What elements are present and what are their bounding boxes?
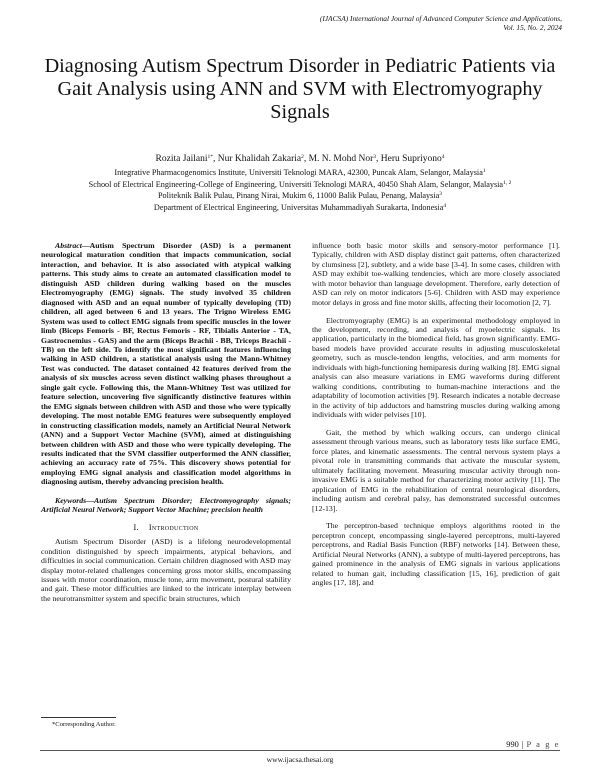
intro-paragraph-gait: Gait, the method by which walking occurs, can undergo clinical assessment through various means, such as laboratory tests like surface EMG, force plates, and kinematic assessments. The central nervous system plays a pivotal role in transmitting commands that activate the muscular system, ultimately facilitating movement. Measuring muscular activity through non-invasive EMG is a suitable method for characterizing motor activity [11]. The application of EMG in the rehabilitation of central neurological disorders, including autism and cerebral palsy, has demonstrated successful outcomes [12-13]. <box>312 427 560 513</box>
author-3: M. N. Mohd Nor$^3$ <box>308 154 377 164</box>
paper-title: Diagnosing Autism Spectrum Disorder in Pediatric Patients via Gait Analysis using ANN and SVM with Electromyography Signals <box>44 55 556 123</box>
author-4: Heru Supriyono$^4$ <box>380 154 445 164</box>
intro-paragraph-perceptron: The perceptron-based technique employs algorithms rooted in the perceptron concept, encompassing single-layered perceptrons, multi-layered perceptrons, and Radial Basis Function (RBF) networks [14]. Between these, Artificial Neural Networks (ANN), a subtype of multi-layered perceptrons, has gained prominence in the analysis of EMG signals in various applications related to human gait, including classification [15, 16], prediction of gait angles [17, 18], and <box>312 521 560 588</box>
footnote: *Corresponding Author. <box>52 721 116 728</box>
right-column <box>312 241 560 596</box>
affiliation-4: Department of Electrical Engineering, Universitas Muhammadiyah Surakarta, Indonesia$^4$ <box>153 202 447 212</box>
author-2: Nur Khalidah Zakaria$^2$ <box>217 154 304 164</box>
abstract-label: Abstract <box>55 241 82 250</box>
affiliation-1: Integrative Pharmacogenomics Institute, Universiti Teknologi MARA, 42300, Puncak Alam, Selangor, Malaysia$^1$ <box>114 168 486 177</box>
author-1: Rozita Jailani$^{1*}$ <box>155 154 213 164</box>
left-column <box>41 241 291 611</box>
running-header <box>232 14 562 32</box>
section-heading-introduction: I. Introduction <box>133 522 199 532</box>
footer-url: www.ijacsa.thesai.org <box>266 755 334 764</box>
intro-paragraph-1: Autism Spectrum Disorder (ASD) is a lifelong neurodevelopmental condition distinguished by speech impairments, atypical behaviors, and difficulties in social communication. Certain children diagnosed with ASD may display motor-related challenges concerning gross motor skills, encompassing issues with motor coordination, muscle tone, arm movement, postural stability and gait. These motor difficulties are linked to the intricate interplay between the neurotransmitter system and specific brain structures, which <box>41 537 291 603</box>
abstract: Abstract—Autism Spectrum Disorder (ASD) is a permanent neurological maturation condition that impacts communication, social interaction, and behavior. It is also associated with atypical walking patterns. This study aims to create an automated classification model to distinguish ASD children during walking based on the muscles Electromyography (EMG) signals. The study involved 35 children diagnosed with ASD and an equal number of typically developing (TD) children, all aged between 6 and 13 years. The Trigno Wireless EMG System was used to collect EMG signals from specific muscles in the lower limb (Biceps Femoris - BF, Rectus Femoris - RF, Tibialis Anterior - TA, Gastrocnemius - GAS) and the arm (Biceps Brachii - BB, Triceps Brachii - TB) on the left side. To identify the most significant features influencing walking in ASD children, a statistical analysis using the Mann-Whitney Test was conducted. The dataset contained 42 features derived from the analysis of six muscles across seven distinct walking phases throughout a single gait cycle. Following this, the Mann-Whitney Test was utilized for feature selection, uncovering five significantly distinctive features within the EMG signals between children with ASD and those who were typically developing. The most notable EMG features were subsequently employed in constructing classification models, namely an Artificial Neural Network (ANN) and a Support Vector Machine (SVM), aimed at distinguishing between children with ASD and those who were typically developing. The results indicated that the SVM classifier outperformed the ANN classifier, achieving an accuracy rate of 75%. This discovery shows potential for employing EMG signal analysis and classification model algorithms in diagnosing autism, thereby advancing precision health. <box>41 241 291 487</box>
footnote-divider <box>41 717 116 718</box>
footer-divider <box>40 750 560 751</box>
page-number: 990 | P a g e <box>506 740 560 749</box>
keywords: Keywords—Autism Spectrum Disorder; Electromyography signals; Artificial Neural Network; Support Vector Machine; precision health <box>41 495 291 515</box>
author-list: Rozita Jailani$^{1*}$, Nur Khalidah Zakaria$^2$, M. N. Mohd Nor$^3$, Heru Supriyono$^4$ <box>155 154 445 164</box>
intro-paragraph-continued: influence both basic motor skills and sensory-motor performance [1]. Typically, children with ASD display distinct gait patterns, often characterized by clumsiness [2], subtlety, and a wide base [3-4]. In some cases, children with ASD may exhibit toe-walking tendencies, which are more closely associated with motor behavior than language development. Therefore, early detection of ASD can rely on motor indicators [5-6]. Children with ASD may experience motor delays in gross and fine motor skills, affecting their locomotion [2, 7]. <box>312 241 560 307</box>
affiliation-3: Politeknik Balik Pulau, Pinang Nirai, Mukim 6, 11000 Balik Pulau, Penang, Malaysia$^3$ <box>158 191 442 201</box>
intro-paragraph-emg: Electromyography (EMG) is an experimental methodology employed in the development, recording, and analysis of myoelectric signals. Its application, particularly in the biomedical field, has grown significantly. EMG-based models have provided accurate results in adjusting musculoskeletal geometry, such as muscle-tendon lengths, velocities, and arm moments for individuals with high-functioning hemiparesis during walking [8]. EMG signal analysis can also measure variations in EMG waveforms during different walking conditions, contributing to human-machine interactions and the adaptability of locomotion activities [9]. Research indicates a notable decrease in the activity of hip adductors and hamstring muscles during walking among individuals with wider pelvises [10]. <box>312 315 560 420</box>
affiliations <box>30 167 570 213</box>
affiliation-2: School of Electrical Engineering-College of Engineering, Universiti Teknologi MARA, 40450 Shah Alam, Selangor, Malaysia$^{1, 2}$ <box>88 179 512 189</box>
journal-volume: Vol. 15, No. 2, 2024 <box>503 23 562 32</box>
keywords-label: Keywords <box>55 495 87 505</box>
journal-name: (IJACSA) International Journal of Advanced Computer Science and Applications, <box>319 14 562 23</box>
